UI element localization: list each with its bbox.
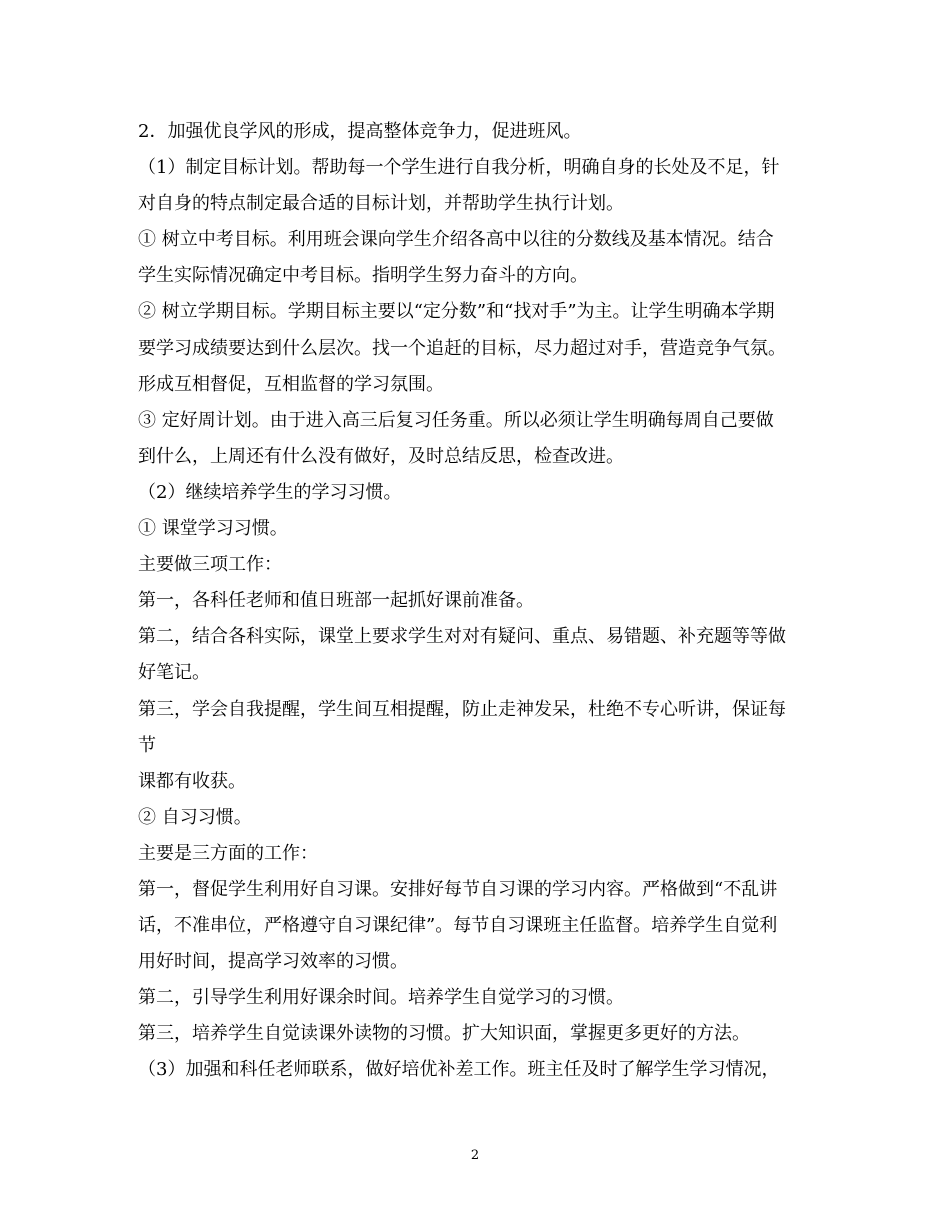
text-line: 课都有收获。 [138,770,246,792]
text-line: 形成互相督促，互相监督的学习氛围。 [138,373,444,395]
text-line: 第二，结合各科实际，课堂上要求学生对对有疑问、重点、易错题、补充题等等做 [138,626,786,648]
page-number: 2 [470,1148,480,1163]
text-line: 要学习成绩要达到什么层次。找一个追赶的目标，尽力超过对手，营造竞争气氛。 [138,337,786,359]
body-text [138,114,818,1089]
text-line: ① 课堂学习习惯。 [138,518,288,540]
text-line: 到什么，上周还有什么没有做好，及时总结反思，检查改进。 [138,445,624,467]
text-line: ② 树立学期目标。学期目标主要以“定分数”和“找对手”为主。让学生明确本学期 [138,301,775,323]
text-line: 主要做三项工作： [138,554,282,576]
text-line: 话，不准串位，严格遵守自习课纪律”。每节自习课班主任监督。培养学生自觉利 [138,915,778,937]
text-line: 第三，培养学生自觉读课外读物的习惯。扩大知识面，掌握更多更好的方法。 [138,1023,750,1045]
text-line: （3）加强和科任老师联系，做好培优补差工作。班主任及时了解学生学习情况， [138,1059,780,1081]
text-line: ② 自习习惯。 [138,806,252,828]
text-line: 第一，督促学生利用好自习课。安排好每节自习课的学习内容。严格做到“不乱讲 [138,878,778,900]
text-line: （1）制定目标计划。帮助每一个学生进行自我分析，明确自身的长处及不足，针 [138,157,780,179]
text-line: 第三，学会自我提醒，学生间互相提醒，防止走神发呆，杜绝不专心听讲，保证每 [138,698,786,720]
text-line: 主要是三方面的工作： [138,842,318,864]
text-line: 对自身的特点制定最合适的目标计划，并帮助学生执行计划。 [138,193,624,215]
text-line: ① 树立中考目标。利用班会课向学生介绍各高中以往的分数线及基本情况。结合 [138,229,774,251]
text-line: 节 [138,734,156,756]
text-line: （2）继续培养学生的学习习惯。 [138,481,402,503]
text-line: 第二，引导学生利用好课余时间。培养学生自觉学习的习惯。 [138,987,624,1009]
text-line: 用好时间，提高学习效率的习惯。 [138,951,408,973]
text-line: 学生实际情况确定中考目标。指明学生努力奋斗的方向。 [138,265,588,287]
text-line: 第一，各科任老师和值日班部一起抓好课前准备。 [138,590,534,612]
text-line: 2．加强优良学风的形成，提高整体竞争力，促进班风。 [138,121,582,142]
text-line: ③ 定好周计划。由于进入高三后复习任务重。所以必须让学生明确每周自己要做 [138,409,774,431]
text-line: 好笔记。 [138,662,210,684]
